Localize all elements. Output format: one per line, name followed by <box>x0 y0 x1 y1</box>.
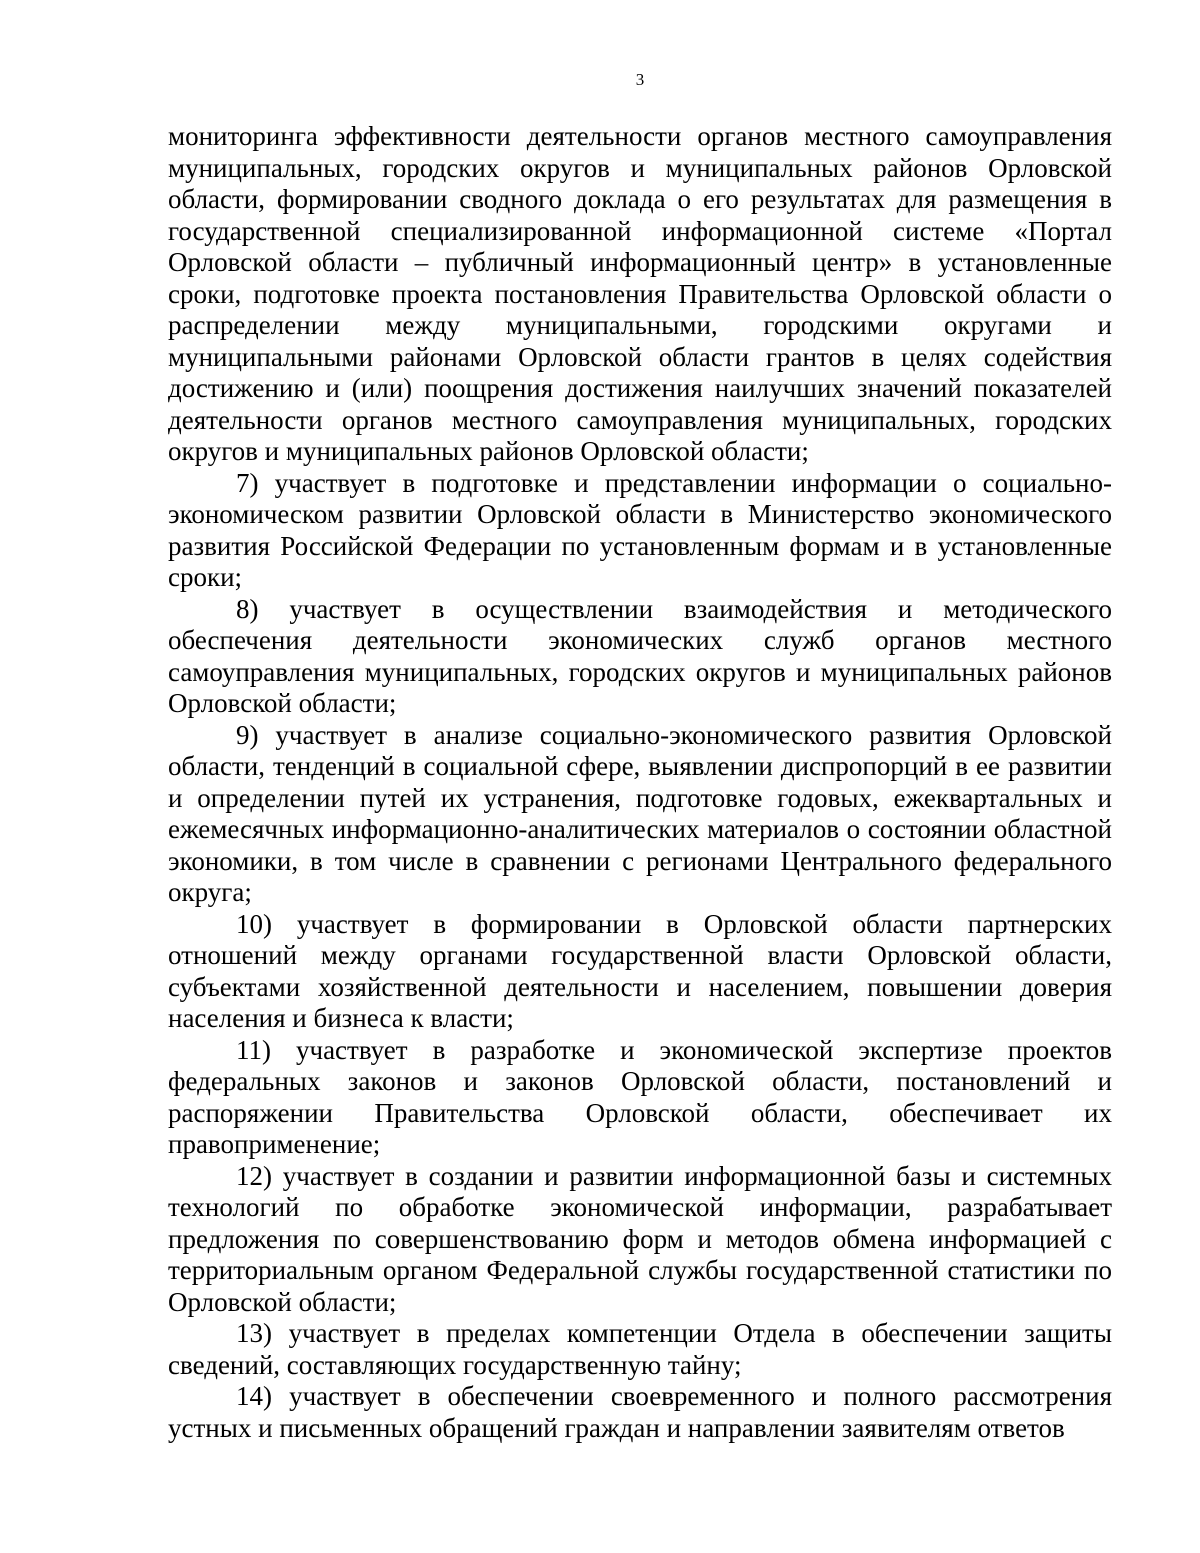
paragraph-item-10: 10) участвует в формировании в Орловской области партнерских отношений между органами государственной власти Орловской области, субъектами хозяйственной деятельности и населением, повышении доверия населения и бизнеса к власти; <box>168 908 1112 1033</box>
document-body <box>168 121 1112 1444</box>
paragraph-item-14: 14) участвует в обеспечении своевременного и полного рассмотрения устных и письменных обращений граждан и направлении заявителям ответов <box>168 1381 1112 1443</box>
paragraph-item-7: 7) участвует в подготовке и представлении информации о социально-экономическом развитии Орловской области в Министерство экономического развития Российской Федерации по установленным формам и в установленные сроки; <box>168 467 1112 592</box>
page-number: 3 <box>635 70 645 89</box>
paragraph-continuation: мониторинга эффективности деятельности органов местного самоуправления муниципальных, городских округов и муниципальных районов Орловской области, формировании сводного доклада о его результатах для размещения в государственной специализированной информационной системе «Портал Орловской области – публичный информационный центр» в установленные сроки, подготовке проекта постановления Правительства Орловской области о распределении между муниципальными, городскими округами и муниципальными районами Орловской области грантов в целях содействия достижению и (или) поощрения достижения наилучших значений показателей деятельности органов местного самоуправления муниципальных, городских округов и муниципальных районов Орловской области; <box>168 121 1112 466</box>
paragraph-item-8: 8) участвует в осуществлении взаимодействия и методического обеспечения деятельности экономических служб органов местного самоуправления муниципальных, городских округов и муниципальных районов Орловской области; <box>168 593 1112 718</box>
paragraph-item-13: 13) участвует в пределах компетенции Отдела в обеспечении защиты сведений, составляющих государственную тайну; <box>168 1318 1112 1380</box>
paragraph-item-12: 12) участвует в создании и развитии информационной базы и системных технологий по обработке экономической информации, разрабатывает предложения по совершенствованию форм и методов обмена информацией с территориальным органом Федеральной службы государственной статистики по Орловской области; <box>168 1160 1112 1317</box>
paragraph-item-11: 11) участвует в разработке и экономической экспертизе проектов федеральных законов и законов Орловской области, постановлений и распоряжении Правительства Орловской области, обеспечивает их правоприменение; <box>168 1034 1112 1159</box>
paragraph-item-9: 9) участвует в анализе социально-экономического развития Орловской области, тенденций в социальной сфере, выявлении диспропорций в ее развитии и определении путей их устранения, подготовке годовых, ежеквартальных и ежемесячных информационно-аналитических материалов о состоянии областной экономики, в том числе в сравнении с регионами Центрального федерального округа; <box>168 719 1112 907</box>
